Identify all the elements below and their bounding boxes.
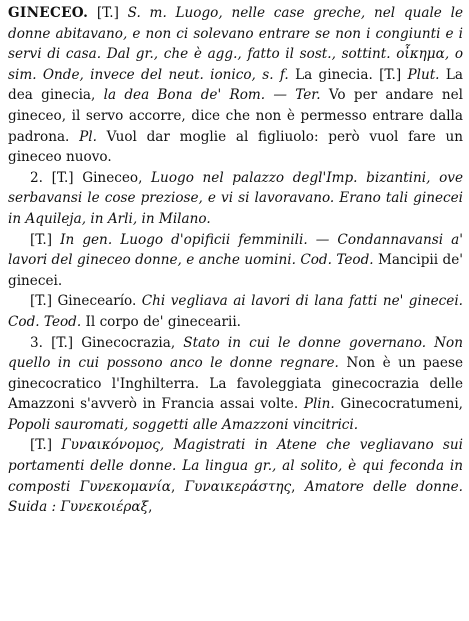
greek-term: Γυνεκομανία [79, 478, 171, 495]
text-run: Pl. [79, 128, 97, 145]
text-run: , o sim. Onde, invece del neut. ionico, s. f. [8, 46, 464, 83]
text-run: , [170, 478, 185, 495]
text-run: la dea Bona de' Rom. — Ter. [103, 87, 321, 104]
text-run: Vuol dar moglie al figliuolo: però vuol fare un gineceo nuovo. [8, 128, 463, 166]
text-run: In gen. Luogo d'opificii femminili. — Condannavansi a' lavori del gineceo donne, e anche uomini. Cod. Teod. [8, 231, 463, 269]
text-run: La ginecia. [T.] [288, 66, 408, 83]
entry-paragraph-ginecocrazia [8, 333, 463, 436]
text-run: 3. [T.] Ginecocrazia, [30, 334, 184, 351]
text-run: S. m. Luogo, nelle case greche, nel quale le donne abitavano, e non ci solevano entrare se non i congiunti e i servi di casa. Dal gr., che è agg., fatto il sost., sottint. [8, 5, 463, 63]
text-run: , Magistrati in Atene che vegliavano sui portamenti delle donne. La lingua gr., al solito, è qui feconda in composti [8, 437, 463, 495]
greek-term: Γυναικεράστης [184, 478, 292, 495]
entry-paragraph-opificii [8, 230, 463, 292]
entry-paragraph-ginecearío [8, 291, 463, 332]
text-run: [T.] Ginecearío. [30, 293, 142, 310]
text-run: Stato in cui le donne governano. Non quello in cui possono anco le donne regnare. [8, 334, 463, 372]
entry-paragraph-sense-2 [8, 168, 463, 230]
text-run: Ginecocratumeni, [334, 396, 463, 413]
greek-term: Γυνεκοιέραξ [60, 499, 149, 516]
text-run: Plin. [303, 396, 335, 413]
entry-paragraph-gineceo [8, 3, 463, 168]
text-run: Amatore delle donne. Suida : [8, 478, 463, 516]
text-run: La dea ginecia, [8, 66, 463, 104]
text-run: Plut. [407, 66, 440, 83]
text-run: Popoli sauromati, soggetti alle Amazzoni vincitrici. [8, 416, 359, 433]
text-run: [T.] [88, 5, 128, 21]
greek-term: Γυναικόνομος [61, 437, 160, 454]
text-run: Mancipii de' ginecei. [8, 252, 463, 289]
text-run: [T.] [30, 231, 61, 248]
text-run: Vo per andare nel gineceo, il servo accorre, dice che non è permesso entrare dalla padrona. [8, 87, 463, 145]
text-run: [T.] [30, 437, 62, 454]
text-run: Luogo nel palazzo degl'Imp. bizantini, ove serbavansi le cose preziose, e vi si lavoravano. Erano tali ginecei in Aquileja, in Arli, in Milano. [8, 169, 463, 227]
headword: GINECEO. [8, 5, 89, 21]
entry-paragraph-gynaikonomos [8, 435, 463, 517]
greek-term: οἶκημα [396, 46, 445, 63]
text-run: Il corpo de' ginecearii. [81, 313, 241, 330]
text-run: Chi vegliava ai lavori di lana fatti ne' ginecei. Cod. Teod. [8, 293, 463, 330]
text-run: , [148, 499, 153, 516]
text-run: Non è un paese ginecocratico l'Inghilterra. La favoleggiata ginecocrazia delle Amazzoni s'avverò in Francia assai volte. [8, 355, 463, 413]
text-run: 2. [T.] Gineceo, [30, 169, 152, 186]
text-run: , [291, 478, 305, 495]
